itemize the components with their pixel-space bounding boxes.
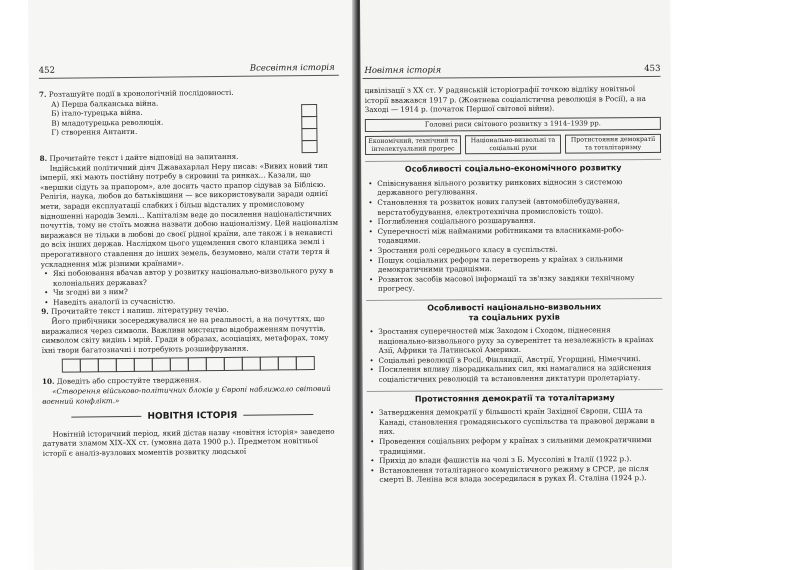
- q7-option-a: А) Перша балканська війна.: [51, 98, 159, 109]
- q9-text: Його прибічники зосереджувалися не на реальності, а на почуттях, що виражалися через символи. Важливи мистецтво відображенням почуттів, символом світу видінь і мрій. Гради в образах, асоціаціях, метафорах, тому їхні твори багатозначні і потребують розшифрування.: [41, 313, 329, 355]
- section-body: Новітній історичний період, який дістав назву «новітня історія» заведено датувати зламом ХІХ–ХХ ст. (умовна дата 1900 р.). Предметом новітньої історії є аналіз-вузлових моментів розвитку людської: [42, 426, 335, 458]
- list-item: • Суперечності між найманими робітниками та власниками-робо-тодавцями.: [378, 225, 662, 246]
- right-intro: цивілізації з ХХ ст. У радянській історіографії точкою відліку новітньої історії вважався 1917 р. (Жовтнева соціалістична революція в Росії), а на Заході — 1914 р. (початок Першої світової війни).: [364, 84, 646, 115]
- q8-prompt: Прочитайте текст і дайте відповіді на запитання.: [49, 151, 239, 163]
- sec3-list: [367, 406, 664, 485]
- section-title: [42, 411, 342, 424]
- answer-box[interactable]: [301, 140, 317, 153]
- sec2-title: [366, 298, 662, 323]
- answer-cell[interactable]: [188, 358, 207, 372]
- answer-cell[interactable]: [242, 357, 261, 371]
- q8-sub-2: • Чи згодні ви з ним?: [53, 285, 341, 298]
- answer-cell[interactable]: [62, 359, 81, 373]
- answer-cell[interactable]: [134, 358, 153, 372]
- sec3-title: Протистояння демократії та тоталітаризму: [367, 389, 663, 405]
- q7-option-d: Г) створення Антанти.: [51, 127, 138, 138]
- right-running-head: [362, 63, 661, 76]
- q7-prompt: Розташуйте події в хронологічній послідовності.: [48, 87, 234, 99]
- list-item: • Становлення та розвиток нових галузей (автомобілебудування, верстатобудування, електротехнічна промисловість тощо).: [377, 196, 661, 217]
- answer-cell[interactable]: [98, 359, 117, 373]
- page-number-left: 452: [38, 65, 56, 76]
- answer-cell[interactable]: [116, 358, 135, 372]
- table-cell: Протистояння демократії та тоталітаризму: [565, 134, 661, 153]
- left-page: [28, 0, 364, 570]
- list-item: • Поглиблення соціального розшарування.: [378, 215, 662, 227]
- running-title-left: Всесвітня історія: [249, 62, 335, 74]
- q8-sub-1: • Які побоювання вбачав автор у розвитку національно-визвольного руху в колоніальних державах?: [53, 266, 341, 288]
- list-item: • Соціальні революції в Росії, Фінляндії, Австрії, Угорщині, Німеччині.: [378, 354, 662, 366]
- list-item: • Прихід до влади фашистів на чолі з Б. Муссоліні в Італії (1922 р.).: [379, 454, 663, 466]
- title-rule-right: [243, 414, 313, 416]
- running-title-right: Новітня історія: [364, 65, 442, 76]
- sec1-title: Особливості соціально-економічного розвитку: [365, 159, 661, 175]
- answer-cell[interactable]: [278, 357, 297, 371]
- answer-cell[interactable]: [80, 359, 99, 373]
- answer-cell[interactable]: [224, 357, 243, 371]
- features-table: [365, 134, 661, 155]
- q7-number: 7.: [38, 89, 47, 99]
- list-item: • Зростання суперечностей між Заходом і Сходом, піднесення національно-визвольного руху за суверенітет та незалежність в країнах Азії, Африки та Латинської Америки.: [378, 325, 662, 356]
- answer-cell[interactable]: [152, 358, 171, 372]
- header-rule: [363, 76, 661, 79]
- list-item: • Зростання ролі середнього класу в суспільстві.: [378, 244, 662, 256]
- list-item: • Розвиток засобів масової інформації та зв'язку завдяки технічному прогресу.: [378, 273, 662, 294]
- sec2-title-line1: Особливості національно-визвольних: [427, 302, 602, 313]
- q8-quote: Індійський політичний діяч Джавахарлал Неру писав: «Вивих новий тип імперії, які мають постійну потребу в сировині та ринках... Казали, що «вершки сідуть за прапором», але досить часто прапор сідував за Біблією. Релігія, наука, любов до батьківщини — все використовували заради однієї мети, заради експлуатації слабких і більш відсталих у промисловому відношенні народів Землі... Капіталізм веде до посилення націоналістичних почуттів, тому не стоїть можна назвати добою націоналізму. Цей націоналізм виражався не тільки в любові до своєї рідної країни, але також і в ненависті до всіх інших держав. Наслідком цього ущемлення свого кланцика землі і прерогативного ставлення до інших земель, безумовно, мали стати тертя й ускладнення між різними країнами».: [39, 160, 339, 269]
- right-content: [365, 84, 664, 485]
- q8-number: 8.: [39, 153, 48, 163]
- q7-answer-boxes[interactable]: [301, 104, 318, 152]
- q10-prompt: Доведіть або спростуйте твердження.: [56, 375, 202, 387]
- list-item: • Проведення соціальних реформ у країнах з сильними демократичними традиціями.: [379, 435, 663, 456]
- scan-margin-right: [672, 0, 806, 570]
- q9-answer-grid[interactable]: [62, 356, 342, 373]
- sec2-list: [366, 325, 662, 385]
- q7-option-b: Б) італо-турецька війна.: [51, 107, 143, 118]
- left-content: [39, 87, 343, 459]
- q7-options: [39, 96, 339, 138]
- q8-subquestions: [41, 266, 341, 308]
- list-item: • Затвердження демократії у більшості країн Західної Європи, США та Канаді, становлення громадянського суспільства та правової держави в них.: [379, 406, 663, 437]
- table-title: Головні риси світового розвитку з 1914–1939 рр.: [365, 117, 661, 133]
- section-title-text: НОВІТНЯ ІСТОРІЯ: [147, 411, 238, 422]
- page-number-right: 453: [644, 63, 661, 75]
- answer-cell[interactable]: [170, 358, 189, 372]
- q8-sub-3: • Наведіть аналогії із сучасністю.: [53, 295, 341, 308]
- answer-cell[interactable]: [260, 357, 279, 371]
- title-rule-left: [71, 416, 141, 418]
- table-cell: Економічний, технічний та інтелектуальний прогрес: [365, 136, 461, 155]
- left-running-head: [38, 62, 339, 76]
- q10-statement: «Створення військово-політичних блоків у Європі наближало світовий воєнний конфлікт.»: [42, 383, 331, 406]
- header-rule: [39, 75, 339, 79]
- sec1-list: [365, 177, 662, 294]
- list-item: • Посилення впливу ліворадикальних сил, які намагалися на здійснення соціалістичних революцій та встановлення диктатури пролетаріату.: [379, 363, 663, 384]
- right-page: [360, 0, 674, 570]
- list-item: • Пошук соціальних реформ та перетворень у країнах з сильними демократичними традиціями.: [378, 253, 662, 274]
- q10-number: 10.: [41, 377, 55, 387]
- q7-option-c: В) младотурецька революція.: [51, 117, 164, 128]
- list-item: • Встановлення тоталітарного комуністичного режиму в СРСР, де після смерті В. Леніна вся влада зосередилася в руках Й. Сталіна (1924 р.).: [379, 464, 663, 485]
- list-item: • Співіснування вільного розвитку ринкових відносин з системою державного регулювання.: [377, 177, 661, 198]
- table-cell: Національно-визвольні та соціальні рухи: [465, 135, 561, 154]
- answer-cell[interactable]: [296, 356, 315, 370]
- q9-number: 9.: [41, 307, 49, 317]
- answer-cell[interactable]: [206, 357, 225, 371]
- scan-margin-left: [0, 0, 28, 570]
- sec2-title-line2: та соціальних рухів: [468, 312, 560, 322]
- q9-prompt: Прочитайте текст і напиш. літературну течію.: [51, 305, 229, 317]
